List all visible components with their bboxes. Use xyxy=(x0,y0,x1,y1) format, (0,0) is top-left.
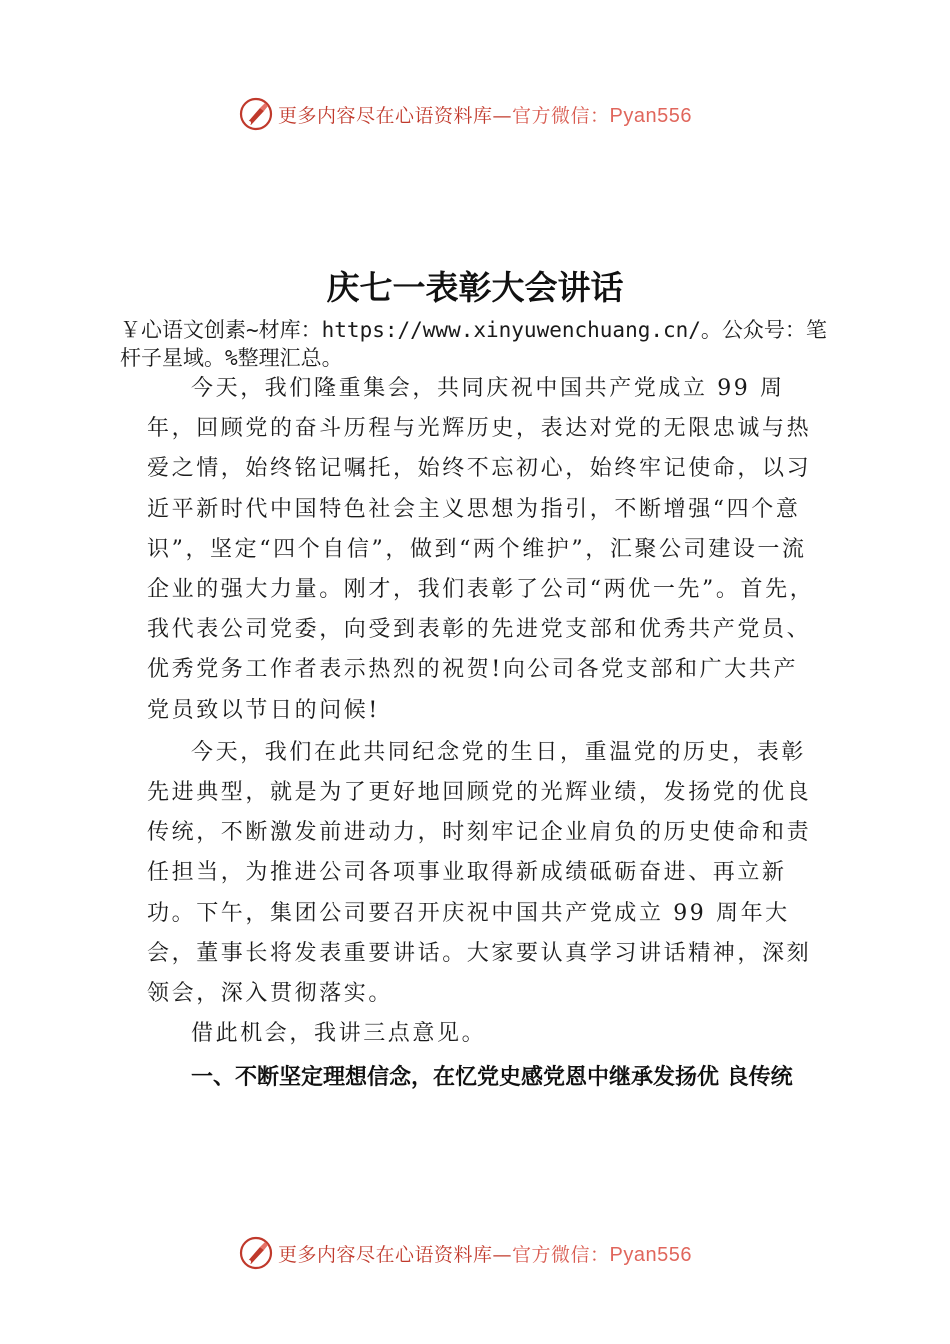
document-body xyxy=(147,369,817,1054)
paragraph-1: 今天，我们隆重集会，共同庆祝中国共产党成立 99 周年，回顾党的奋斗历程与光辉历史，表达对党的无限忠诚与热爱之情，始终铭记嘱托，始终不忘初心，始终牢记使命，以习近平新时代中国特色社会主义思想为指引，不断增强“四个意识”，坚定“四个自信”，做到“两个维护”，汇聚公司建设一流企业的强大力量。刚才，我们表彰了公司“两优一先”。首先，我代表公司党委，向受到表彰的先进党支部和优秀共产党员、优秀党务工作者表示热烈的祝贺!向公司各党支部和广大共产党员致以节日的问候! xyxy=(147,376,815,723)
wechat-label: 官方微信： xyxy=(512,104,610,127)
banner-text: 更多内容尽在心语资料库—官方微信：Pyan556 xyxy=(278,104,692,127)
paragraph-2: 今天，我们在此共同纪念党的生日，重温党的历史，表彰先进典型，就是为了更好地回顾党的光辉业绩，发扬党的优良传统，不断激发前进动力，时刻牢记企业肩负的历史使命和责任担当，为推进公司各项事业取得新成绩砥砺奋进、再立新功。下午，集团公司要召开庆祝中国共产党成立 99 周年大会，董事长将发表重要讲话。大家要认真学习讲话精神，深刻领会，深入贯彻落实。 xyxy=(147,739,812,1007)
wechat-id: Pyan556 xyxy=(609,104,692,127)
wechat-id: Pyan556 xyxy=(609,1243,692,1266)
wechat-label: 官方微信： xyxy=(512,1243,610,1266)
section-heading: 一、不断坚定理想信念，在忆党史感党恩中继承发扬优 良传统 xyxy=(191,1065,793,1090)
pen-nib-logo-icon xyxy=(238,1235,274,1271)
banner-text: 更多内容尽在心语资料库—官方微信：Pyan556 xyxy=(278,1243,692,1266)
page-title: 庆七一表彰大会讲话 xyxy=(326,268,624,307)
footer-watermark-banner xyxy=(238,1235,758,1271)
pen-nib-logo-icon xyxy=(238,96,274,132)
header-watermark-banner xyxy=(238,96,758,132)
source-line: ￥心语文创素~材库：https://www.xinyuwenchuang.cn/。公众号：笔杆子星域。%整理汇总。 xyxy=(120,318,827,370)
paragraph-3: 借此机会，我讲三点意见。 xyxy=(191,1021,487,1047)
